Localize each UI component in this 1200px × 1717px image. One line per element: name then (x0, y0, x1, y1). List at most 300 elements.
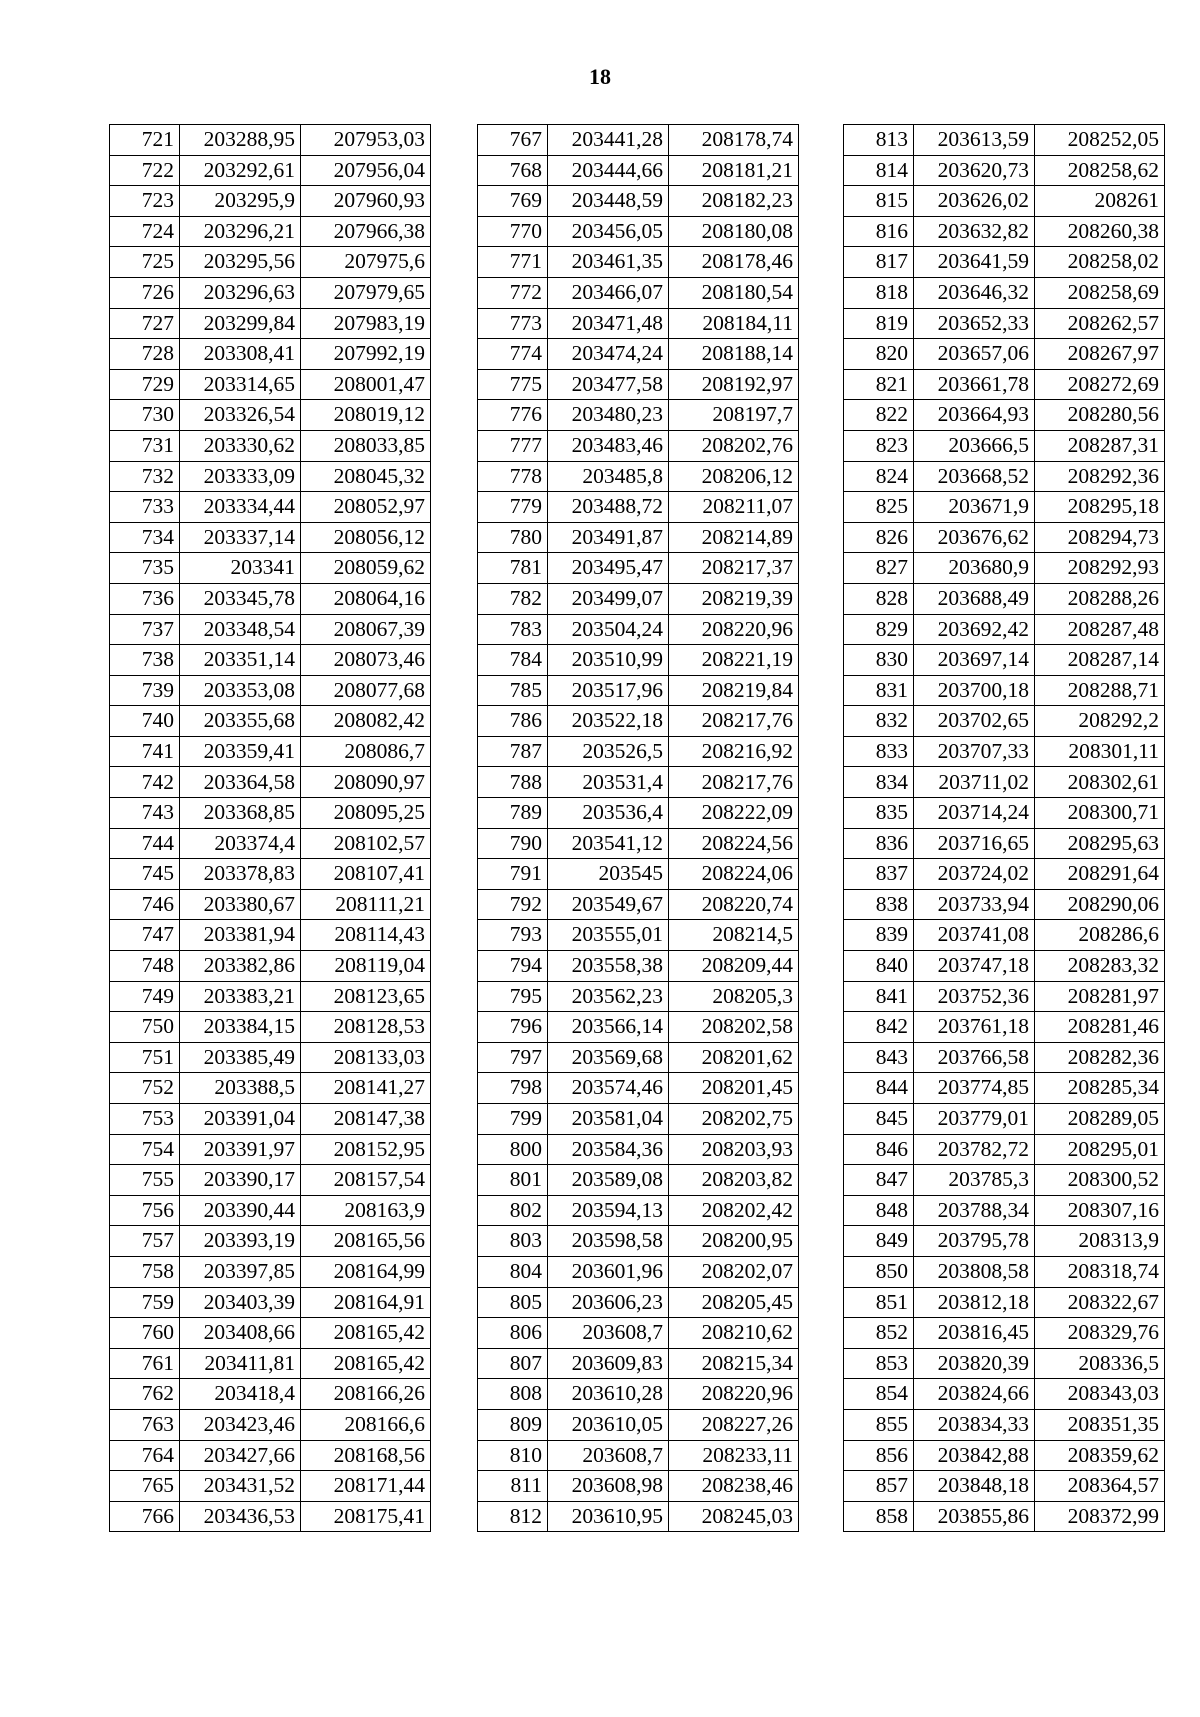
table-row (110, 1256, 431, 1287)
table-row (844, 736, 1165, 767)
table-row (478, 828, 799, 859)
x-coordinate-cell: 203555,01 (548, 920, 669, 951)
point-number-cell: 752 (110, 1073, 180, 1104)
table-row (844, 981, 1165, 1012)
point-number-cell: 817 (844, 247, 914, 278)
table-row (478, 798, 799, 829)
point-number-cell: 767 (478, 125, 548, 156)
coordinates-table-3 (843, 124, 1165, 1532)
x-coordinate-cell: 203474,24 (548, 339, 669, 370)
x-coordinate-cell: 203816,45 (914, 1318, 1035, 1349)
table-row (478, 1256, 799, 1287)
y-coordinate-cell: 208292,36 (1035, 461, 1165, 492)
table-row (844, 1256, 1165, 1287)
point-number-cell: 833 (844, 736, 914, 767)
x-coordinate-cell: 203848,18 (914, 1471, 1035, 1502)
table-row (478, 675, 799, 706)
table-row (844, 1318, 1165, 1349)
x-coordinate-cell: 203390,17 (180, 1165, 301, 1196)
x-coordinate-cell: 203608,7 (548, 1440, 669, 1471)
point-number-cell: 838 (844, 889, 914, 920)
table-row (478, 1012, 799, 1043)
table-row (478, 125, 799, 156)
x-coordinate-cell: 203661,78 (914, 369, 1035, 400)
y-coordinate-cell: 208224,06 (669, 859, 799, 890)
table-row (478, 1042, 799, 1073)
point-number-cell: 858 (844, 1501, 914, 1532)
y-coordinate-cell: 207979,65 (301, 277, 431, 308)
point-number-cell: 810 (478, 1440, 548, 1471)
point-number-cell: 826 (844, 522, 914, 553)
x-coordinate-cell: 203295,9 (180, 186, 301, 217)
table-row (478, 859, 799, 890)
y-coordinate-cell: 208152,95 (301, 1134, 431, 1165)
table-row (844, 859, 1165, 890)
point-number-cell: 746 (110, 889, 180, 920)
point-number-cell: 827 (844, 553, 914, 584)
table-row (844, 1073, 1165, 1104)
y-coordinate-cell: 208206,12 (669, 461, 799, 492)
point-number-cell: 830 (844, 645, 914, 676)
table-row (110, 125, 431, 156)
x-coordinate-cell: 203390,44 (180, 1195, 301, 1226)
x-coordinate-cell: 203351,14 (180, 645, 301, 676)
point-number-cell: 783 (478, 614, 548, 645)
y-coordinate-cell: 208202,07 (669, 1256, 799, 1287)
x-coordinate-cell: 203326,54 (180, 400, 301, 431)
table-row (844, 675, 1165, 706)
point-number-cell: 780 (478, 522, 548, 553)
x-coordinate-cell: 203626,02 (914, 186, 1035, 217)
x-coordinate-cell: 203766,58 (914, 1042, 1035, 1073)
x-coordinate-cell: 203716,65 (914, 828, 1035, 859)
point-number-cell: 819 (844, 308, 914, 339)
table-row (844, 1104, 1165, 1135)
x-coordinate-cell: 203378,83 (180, 859, 301, 890)
y-coordinate-cell: 208107,41 (301, 859, 431, 890)
y-coordinate-cell: 208359,62 (1035, 1440, 1165, 1471)
y-coordinate-cell: 208336,5 (1035, 1348, 1165, 1379)
point-number-cell: 721 (110, 125, 180, 156)
table-row (478, 645, 799, 676)
table-row (478, 1471, 799, 1502)
point-number-cell: 777 (478, 430, 548, 461)
x-coordinate-cell: 203594,13 (548, 1195, 669, 1226)
x-coordinate-cell: 203641,59 (914, 247, 1035, 278)
y-coordinate-cell: 207956,04 (301, 155, 431, 186)
point-number-cell: 828 (844, 583, 914, 614)
y-coordinate-cell: 208217,76 (669, 767, 799, 798)
x-coordinate-cell: 203785,3 (914, 1165, 1035, 1196)
table-row (110, 155, 431, 186)
y-coordinate-cell: 208222,09 (669, 798, 799, 829)
table-row (844, 1471, 1165, 1502)
x-coordinate-cell: 203296,21 (180, 216, 301, 247)
table-row (110, 1348, 431, 1379)
table-row (844, 1501, 1165, 1532)
x-coordinate-cell: 203471,48 (548, 308, 669, 339)
x-coordinate-cell: 203374,4 (180, 828, 301, 859)
point-number-cell: 807 (478, 1348, 548, 1379)
x-coordinate-cell: 203461,35 (548, 247, 669, 278)
point-number-cell: 754 (110, 1134, 180, 1165)
y-coordinate-cell: 208180,08 (669, 216, 799, 247)
x-coordinate-cell: 203333,09 (180, 461, 301, 492)
y-coordinate-cell: 208056,12 (301, 522, 431, 553)
point-number-cell: 724 (110, 216, 180, 247)
point-number-cell: 755 (110, 1165, 180, 1196)
y-coordinate-cell: 207966,38 (301, 216, 431, 247)
table-row (478, 1104, 799, 1135)
y-coordinate-cell: 208291,64 (1035, 859, 1165, 890)
y-coordinate-cell: 208095,25 (301, 798, 431, 829)
point-number-cell: 787 (478, 736, 548, 767)
point-number-cell: 727 (110, 308, 180, 339)
table-row (110, 767, 431, 798)
table-row (110, 1165, 431, 1196)
table-row (110, 492, 431, 523)
point-number-cell: 831 (844, 675, 914, 706)
point-number-cell: 847 (844, 1165, 914, 1196)
table-row (478, 339, 799, 370)
point-number-cell: 757 (110, 1226, 180, 1257)
x-coordinate-cell: 203788,34 (914, 1195, 1035, 1226)
y-coordinate-cell: 208033,85 (301, 430, 431, 461)
y-coordinate-cell: 208283,32 (1035, 951, 1165, 982)
point-number-cell: 742 (110, 767, 180, 798)
y-coordinate-cell: 208258,69 (1035, 277, 1165, 308)
y-coordinate-cell: 208171,44 (301, 1471, 431, 1502)
y-coordinate-cell: 208217,76 (669, 706, 799, 737)
point-number-cell: 732 (110, 461, 180, 492)
x-coordinate-cell: 203808,58 (914, 1256, 1035, 1287)
x-coordinate-cell: 203466,07 (548, 277, 669, 308)
y-coordinate-cell: 208343,03 (1035, 1379, 1165, 1410)
y-coordinate-cell: 208165,56 (301, 1226, 431, 1257)
point-number-cell: 803 (478, 1226, 548, 1257)
point-number-cell: 855 (844, 1409, 914, 1440)
y-coordinate-cell: 208215,34 (669, 1348, 799, 1379)
x-coordinate-cell: 203569,68 (548, 1042, 669, 1073)
x-coordinate-cell: 203485,8 (548, 461, 669, 492)
x-coordinate-cell: 203292,61 (180, 155, 301, 186)
point-number-cell: 729 (110, 369, 180, 400)
table-row (110, 706, 431, 737)
x-coordinate-cell: 203393,19 (180, 1226, 301, 1257)
table-row (110, 951, 431, 982)
x-coordinate-cell: 203741,08 (914, 920, 1035, 951)
table-row (478, 186, 799, 217)
y-coordinate-cell: 208351,35 (1035, 1409, 1165, 1440)
y-coordinate-cell: 208188,14 (669, 339, 799, 370)
point-number-cell: 731 (110, 430, 180, 461)
point-number-cell: 762 (110, 1379, 180, 1410)
x-coordinate-cell: 203609,83 (548, 1348, 669, 1379)
point-number-cell: 736 (110, 583, 180, 614)
point-number-cell: 730 (110, 400, 180, 431)
x-coordinate-cell: 203477,58 (548, 369, 669, 400)
table-row (478, 155, 799, 186)
point-number-cell: 812 (478, 1501, 548, 1532)
x-coordinate-cell: 203795,78 (914, 1226, 1035, 1257)
x-coordinate-cell: 203334,44 (180, 492, 301, 523)
y-coordinate-cell: 208202,58 (669, 1012, 799, 1043)
y-coordinate-cell: 208165,42 (301, 1318, 431, 1349)
point-number-cell: 760 (110, 1318, 180, 1349)
point-number-cell: 747 (110, 920, 180, 951)
table-row (478, 369, 799, 400)
table-row (844, 889, 1165, 920)
table-row (478, 1287, 799, 1318)
table-row (110, 216, 431, 247)
point-number-cell: 750 (110, 1012, 180, 1043)
x-coordinate-cell: 203820,39 (914, 1348, 1035, 1379)
table-row (110, 339, 431, 370)
table-row (478, 1318, 799, 1349)
y-coordinate-cell: 208086,7 (301, 736, 431, 767)
point-number-cell: 740 (110, 706, 180, 737)
table-row (110, 675, 431, 706)
y-coordinate-cell: 208210,62 (669, 1318, 799, 1349)
point-number-cell: 797 (478, 1042, 548, 1073)
table-row (844, 216, 1165, 247)
point-number-cell: 829 (844, 614, 914, 645)
y-coordinate-cell: 208287,48 (1035, 614, 1165, 645)
x-coordinate-cell: 203632,82 (914, 216, 1035, 247)
y-coordinate-cell: 207960,93 (301, 186, 431, 217)
table-row (110, 859, 431, 890)
x-coordinate-cell: 203441,28 (548, 125, 669, 156)
table-row (478, 430, 799, 461)
x-coordinate-cell: 203782,72 (914, 1134, 1035, 1165)
y-coordinate-cell: 208288,26 (1035, 583, 1165, 614)
point-number-cell: 770 (478, 216, 548, 247)
table-row (844, 951, 1165, 982)
point-number-cell: 763 (110, 1409, 180, 1440)
y-coordinate-cell: 207953,03 (301, 125, 431, 156)
table-row (110, 1042, 431, 1073)
table-row (478, 1073, 799, 1104)
y-coordinate-cell: 208307,16 (1035, 1195, 1165, 1226)
point-number-cell: 823 (844, 430, 914, 461)
point-number-cell: 825 (844, 492, 914, 523)
table-row (844, 767, 1165, 798)
x-coordinate-cell: 203314,65 (180, 369, 301, 400)
y-coordinate-cell: 208201,45 (669, 1073, 799, 1104)
table-row (110, 736, 431, 767)
y-coordinate-cell: 208019,12 (301, 400, 431, 431)
point-number-cell: 765 (110, 1471, 180, 1502)
point-number-cell: 841 (844, 981, 914, 1012)
table-row (110, 614, 431, 645)
x-coordinate-cell: 203308,41 (180, 339, 301, 370)
table-row (478, 951, 799, 982)
y-coordinate-cell: 208180,54 (669, 277, 799, 308)
point-number-cell: 745 (110, 859, 180, 890)
y-coordinate-cell: 208322,67 (1035, 1287, 1165, 1318)
point-number-cell: 839 (844, 920, 914, 951)
point-number-cell: 821 (844, 369, 914, 400)
y-coordinate-cell: 208220,74 (669, 889, 799, 920)
x-coordinate-cell: 203834,33 (914, 1409, 1035, 1440)
point-number-cell: 784 (478, 645, 548, 676)
point-number-cell: 774 (478, 339, 548, 370)
point-number-cell: 852 (844, 1318, 914, 1349)
point-number-cell: 857 (844, 1471, 914, 1502)
y-coordinate-cell: 208364,57 (1035, 1471, 1165, 1502)
table-row (478, 247, 799, 278)
y-coordinate-cell: 208288,71 (1035, 675, 1165, 706)
y-coordinate-cell: 208292,2 (1035, 706, 1165, 737)
point-number-cell: 776 (478, 400, 548, 431)
y-coordinate-cell: 208164,99 (301, 1256, 431, 1287)
point-number-cell: 798 (478, 1073, 548, 1104)
table-row (844, 1440, 1165, 1471)
table-row (478, 706, 799, 737)
point-number-cell: 764 (110, 1440, 180, 1471)
x-coordinate-cell: 203499,07 (548, 583, 669, 614)
y-coordinate-cell: 208157,54 (301, 1165, 431, 1196)
x-coordinate-cell: 203646,32 (914, 277, 1035, 308)
y-coordinate-cell: 208295,18 (1035, 492, 1165, 523)
table-row (478, 400, 799, 431)
point-number-cell: 801 (478, 1165, 548, 1196)
y-coordinate-cell: 207975,6 (301, 247, 431, 278)
x-coordinate-cell: 203774,85 (914, 1073, 1035, 1104)
table-row (478, 614, 799, 645)
x-coordinate-cell: 203842,88 (914, 1440, 1035, 1471)
x-coordinate-cell: 203495,47 (548, 553, 669, 584)
y-coordinate-cell: 208178,46 (669, 247, 799, 278)
x-coordinate-cell: 203610,05 (548, 1409, 669, 1440)
point-number-cell: 832 (844, 706, 914, 737)
y-coordinate-cell: 208267,97 (1035, 339, 1165, 370)
x-coordinate-cell: 203355,68 (180, 706, 301, 737)
table-row (110, 247, 431, 278)
x-coordinate-cell: 203448,59 (548, 186, 669, 217)
x-coordinate-cell: 203697,14 (914, 645, 1035, 676)
y-coordinate-cell: 208252,05 (1035, 125, 1165, 156)
table-row (844, 920, 1165, 951)
y-coordinate-cell: 208128,53 (301, 1012, 431, 1043)
point-number-cell: 802 (478, 1195, 548, 1226)
y-coordinate-cell: 208214,5 (669, 920, 799, 951)
table-row (844, 430, 1165, 461)
point-number-cell: 758 (110, 1256, 180, 1287)
x-coordinate-cell: 203566,14 (548, 1012, 669, 1043)
table-row (478, 1165, 799, 1196)
y-coordinate-cell: 208141,27 (301, 1073, 431, 1104)
x-coordinate-cell: 203536,4 (548, 798, 669, 829)
x-coordinate-cell: 203562,23 (548, 981, 669, 1012)
y-coordinate-cell: 208289,05 (1035, 1104, 1165, 1135)
x-coordinate-cell: 203423,46 (180, 1409, 301, 1440)
y-coordinate-cell: 208211,07 (669, 492, 799, 523)
x-coordinate-cell: 203692,42 (914, 614, 1035, 645)
y-coordinate-cell: 208295,63 (1035, 828, 1165, 859)
point-number-cell: 728 (110, 339, 180, 370)
table-row (110, 828, 431, 859)
y-coordinate-cell: 208077,68 (301, 675, 431, 706)
point-number-cell: 766 (110, 1501, 180, 1532)
table-row (844, 1379, 1165, 1410)
y-coordinate-cell: 208102,57 (301, 828, 431, 859)
x-coordinate-cell: 203353,08 (180, 675, 301, 706)
point-number-cell: 813 (844, 125, 914, 156)
point-number-cell: 824 (844, 461, 914, 492)
table-row (844, 522, 1165, 553)
point-number-cell: 769 (478, 186, 548, 217)
x-coordinate-cell: 203341 (180, 553, 301, 584)
y-coordinate-cell: 208285,34 (1035, 1073, 1165, 1104)
coordinates-table-1 (109, 124, 431, 1532)
point-number-cell: 749 (110, 981, 180, 1012)
y-coordinate-cell: 208090,97 (301, 767, 431, 798)
table-row (478, 1195, 799, 1226)
x-coordinate-cell: 203296,63 (180, 277, 301, 308)
y-coordinate-cell: 208205,3 (669, 981, 799, 1012)
point-number-cell: 840 (844, 951, 914, 982)
y-coordinate-cell: 208001,47 (301, 369, 431, 400)
x-coordinate-cell: 203330,62 (180, 430, 301, 461)
point-number-cell: 793 (478, 920, 548, 951)
table-row (110, 522, 431, 553)
point-number-cell: 799 (478, 1104, 548, 1135)
y-coordinate-cell: 207983,19 (301, 308, 431, 339)
y-coordinate-cell: 208073,46 (301, 645, 431, 676)
point-number-cell: 800 (478, 1134, 548, 1165)
x-coordinate-cell: 203431,52 (180, 1471, 301, 1502)
point-number-cell: 791 (478, 859, 548, 890)
y-coordinate-cell: 208184,11 (669, 308, 799, 339)
x-coordinate-cell: 203397,85 (180, 1256, 301, 1287)
y-coordinate-cell: 208203,82 (669, 1165, 799, 1196)
y-coordinate-cell: 208262,57 (1035, 308, 1165, 339)
y-coordinate-cell: 208209,44 (669, 951, 799, 982)
y-coordinate-cell: 208147,38 (301, 1104, 431, 1135)
table-row (844, 369, 1165, 400)
table-row (478, 277, 799, 308)
table-row (110, 1440, 431, 1471)
x-coordinate-cell: 203408,66 (180, 1318, 301, 1349)
table-row (110, 461, 431, 492)
table-row (110, 1471, 431, 1502)
point-number-cell: 789 (478, 798, 548, 829)
table-row (478, 889, 799, 920)
y-coordinate-cell: 208166,6 (301, 1409, 431, 1440)
y-coordinate-cell: 208329,76 (1035, 1318, 1165, 1349)
table-row (478, 1501, 799, 1532)
x-coordinate-cell: 203668,52 (914, 461, 1035, 492)
point-number-cell: 773 (478, 308, 548, 339)
y-coordinate-cell: 208227,26 (669, 1409, 799, 1440)
y-coordinate-cell: 208111,21 (301, 889, 431, 920)
y-coordinate-cell: 208203,93 (669, 1134, 799, 1165)
point-number-cell: 835 (844, 798, 914, 829)
x-coordinate-cell: 203724,02 (914, 859, 1035, 890)
y-coordinate-cell: 208178,74 (669, 125, 799, 156)
x-coordinate-cell: 203549,67 (548, 889, 669, 920)
y-coordinate-cell: 208245,03 (669, 1501, 799, 1532)
x-coordinate-cell: 203812,18 (914, 1287, 1035, 1318)
y-coordinate-cell: 208168,56 (301, 1440, 431, 1471)
point-number-cell: 722 (110, 155, 180, 186)
y-coordinate-cell: 208202,76 (669, 430, 799, 461)
point-number-cell: 854 (844, 1379, 914, 1410)
point-number-cell: 794 (478, 951, 548, 982)
x-coordinate-cell: 203359,41 (180, 736, 301, 767)
x-coordinate-cell: 203610,28 (548, 1379, 669, 1410)
